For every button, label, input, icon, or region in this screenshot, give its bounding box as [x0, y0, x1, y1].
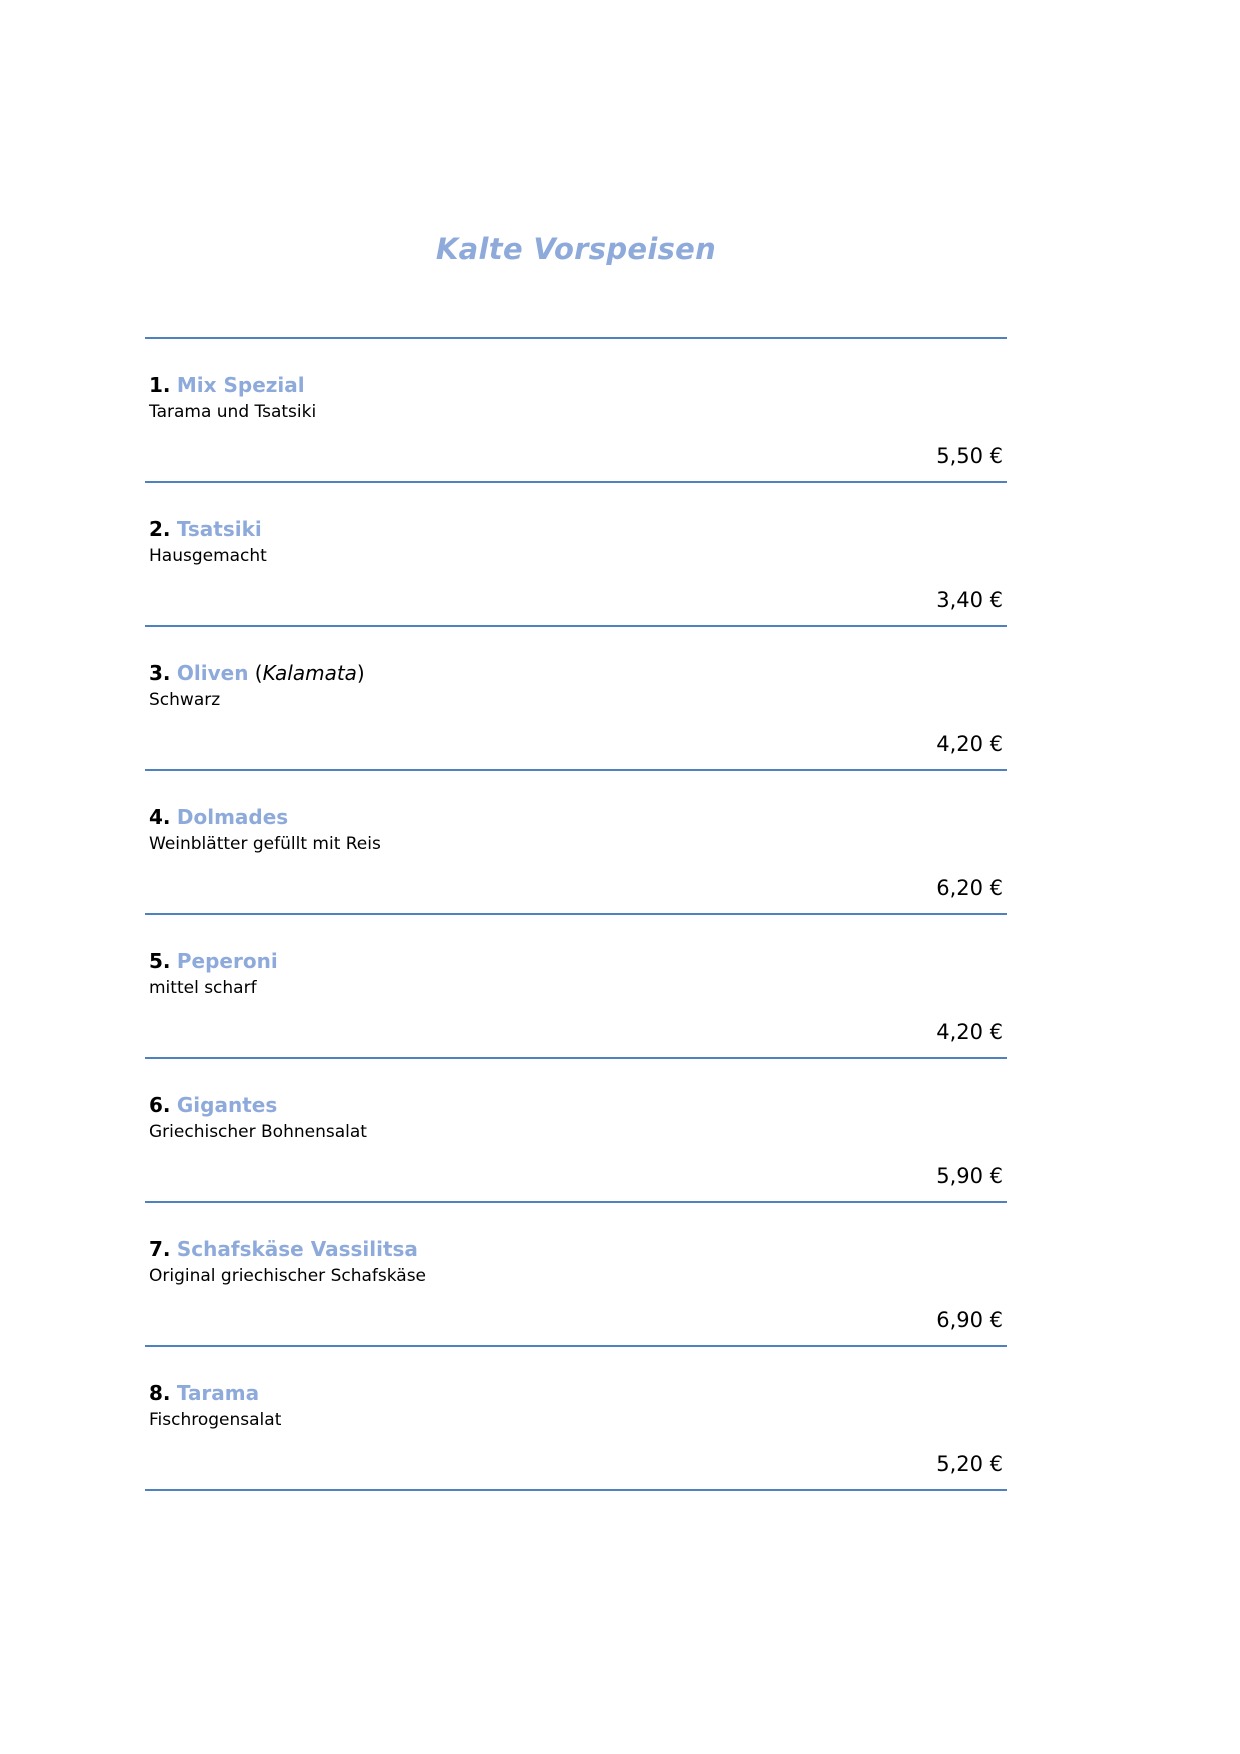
item-description: Griechischer Bohnensalat — [149, 1122, 367, 1142]
menu-item — [145, 1347, 1007, 1491]
item-name: Tsatsiki — [176, 517, 262, 541]
item-number: 2. — [149, 517, 171, 541]
item-description: Original griechischer Schafskäse — [149, 1266, 427, 1286]
item-heading — [149, 373, 305, 397]
item-heading — [149, 1237, 418, 1261]
item-heading — [149, 517, 262, 541]
item-price: 3,40 € — [936, 588, 1003, 612]
menu-item — [145, 915, 1007, 1059]
item-description: Hausgemacht — [149, 546, 267, 566]
item-heading — [149, 1381, 259, 1405]
item-price: 6,20 € — [936, 876, 1003, 900]
item-name: Gigantes — [176, 1093, 278, 1117]
item-number: 1. — [149, 373, 171, 397]
menu-list — [145, 337, 1007, 1491]
page-title: Kalte Vorspeisen — [435, 232, 717, 266]
menu-item — [145, 1059, 1007, 1203]
item-price: 5,20 € — [936, 1452, 1003, 1476]
item-number: 6. — [149, 1093, 171, 1117]
item-price: 6,90 € — [936, 1308, 1003, 1332]
item-number: 7. — [149, 1237, 171, 1261]
item-description: mittel scharf — [149, 978, 257, 998]
item-price: 4,20 € — [936, 1020, 1003, 1044]
item-name: Dolmades — [176, 805, 289, 829]
item-description: Fischrogensalat — [149, 1410, 282, 1430]
item-name: Oliven — [176, 661, 249, 685]
item-price: 5,90 € — [936, 1164, 1003, 1188]
item-number: 4. — [149, 805, 171, 829]
item-note-open: ( — [248, 661, 263, 685]
item-note-close: ) — [356, 661, 365, 685]
item-heading — [149, 1093, 277, 1117]
item-price: 4,20 € — [936, 732, 1003, 756]
item-note: Kalamata — [262, 661, 357, 685]
item-name: Peperoni — [176, 949, 278, 973]
item-description: Tarama und Tsatsiki — [149, 402, 317, 422]
item-number: 3. — [149, 661, 171, 685]
item-heading — [149, 949, 278, 973]
menu-item — [145, 1203, 1007, 1347]
item-description: Schwarz — [149, 690, 221, 710]
item-name: Mix Spezial — [176, 373, 305, 397]
item-price: 5,50 € — [936, 444, 1003, 468]
item-heading — [149, 661, 365, 685]
menu-item — [145, 483, 1007, 627]
item-description: Weinblätter gefüllt mit Reis — [149, 834, 381, 854]
item-heading — [149, 805, 288, 829]
item-name: Schafskäse Vassilitsa — [176, 1237, 418, 1261]
item-name: Tarama — [176, 1381, 260, 1405]
menu-item — [145, 627, 1007, 771]
item-number: 8. — [149, 1381, 171, 1405]
item-number: 5. — [149, 949, 171, 973]
menu-item — [145, 339, 1007, 483]
menu-item — [145, 771, 1007, 915]
